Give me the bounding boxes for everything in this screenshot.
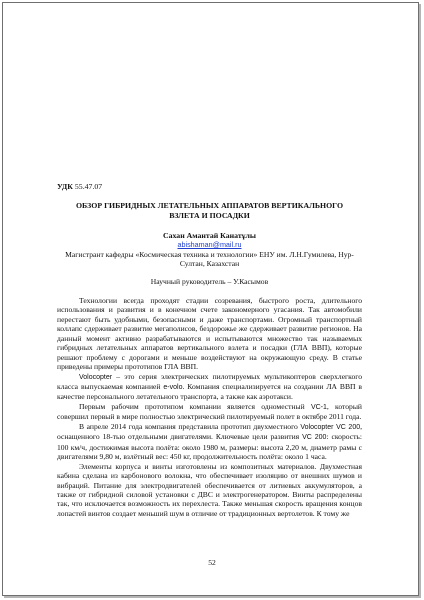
author-name: Сахан Амантай Канатұлы [162, 230, 257, 240]
supervisor-line: Научный руководитель – У.Касымов [150, 277, 269, 287]
paragraph-composites: Элементы корпуса и винты изготовлены из композитных материалов. Двухместная кабина сделана из карбонового волокна, что обеспечивает изоляцию от внешних шумов и вибраций. Питание для электродвигателей обеспечивается от литиевых аккумуляторов, а также от гибридной силовой установки с ДВС и электрогенератором. Винты распределены так, что исключается возможность их перехлеста. Также меньшая скорость вращения концов лопастей винтов создает меньший шум в отличие от традиционных вертолетов. К тому же [57, 461, 362, 518]
paragraph-vc1 [57, 402, 362, 422]
paragraph-vc200-text-1: В апреле 2014 года компания представила прототип двухместного [79, 421, 301, 431]
article-title: ОБЗОР ГИБРИДНЫХ ЛЕТАТЕЛЬНЫХ АППАРАТОВ ВЕРТИКАЛЬНОГО ВЗЛЕТА И ПОСАДКИ [75, 201, 344, 221]
paragraph-volocopter-text-2: . Компания специализируется на создании ЛА ВВП в качестве персонального летательного транспорта, а также как аэротакси. [57, 381, 363, 402]
udk-code: 55.47.07 [74, 182, 103, 191]
paragraph-vc1-text-1: Первым рабочим прототипом компании является одноместный [79, 401, 311, 411]
paragraph-vc200-text-2: , оснащенного 18-тью отдельными двигателями. Ключевые цели развития [57, 421, 363, 442]
paragraph-vc200-text-3: : скорость: 100 км/ч, достижимая высота полёта: около 1980 м, размеры: высота 2,20 м, диаметр рамы с двигателями 9,80 м, взлётный вес: 450 кг, продолжительность полёта: около 1 часа. [57, 432, 362, 462]
page-number: 52 [208, 558, 216, 567]
author-affiliation: Магистрант кафедры «Космическая техника и технологии» ЕНУ им. Л.Н.Гумилева, Нур-Султан, Казахстан [65, 249, 354, 268]
author-email-link[interactable]: abishaman@mail.ru [177, 240, 242, 250]
paragraph-volocopter [57, 372, 362, 402]
paragraph-vc200 [57, 422, 362, 462]
udk-label: УДК [57, 182, 73, 191]
udk-line [57, 182, 362, 191]
term-vc1: VC-1 [310, 403, 327, 411]
term-volocopter-vc200: Volocopter VC 200 [300, 423, 361, 431]
document-page [57, 182, 362, 518]
term-e-volo: e-volo [163, 383, 183, 391]
paragraph-volocopter-text-1: – это серия электрических пилотируемых мультикоптеров сверхлегкого класса выпускаемая компанией [57, 371, 362, 391]
paragraph-intro: Технологии всегда проходят стадии созревания, быстрого роста, длительного использования и развития и в конечном счете закономерного угасания. Так автомобили перестают быть удобными, безопасными и даже транспортами. Огромный транспортный коллапс сдерживает развитие мегаполисов, бездорожье же сдерживает развитие регионов. На данный момент активно разрабатываются и испытываются множество так называемых гибридных летательных аппаратов вертикального взлета и посадки (ГЛА ВВП), которые решают проблему с дорогами и меньше воздействуют на окружающую среду. В статье приведены примеры прототипов ГЛА ВВП. [57, 295, 362, 372]
paragraph-vc1-text-2: , который совершил первый в мире полностью электрический пилотируемый полет в октябре 2011 года. [57, 401, 362, 422]
term-volocopter: Volocopter [79, 373, 113, 381]
term-vc200: VC 200 [302, 434, 327, 442]
